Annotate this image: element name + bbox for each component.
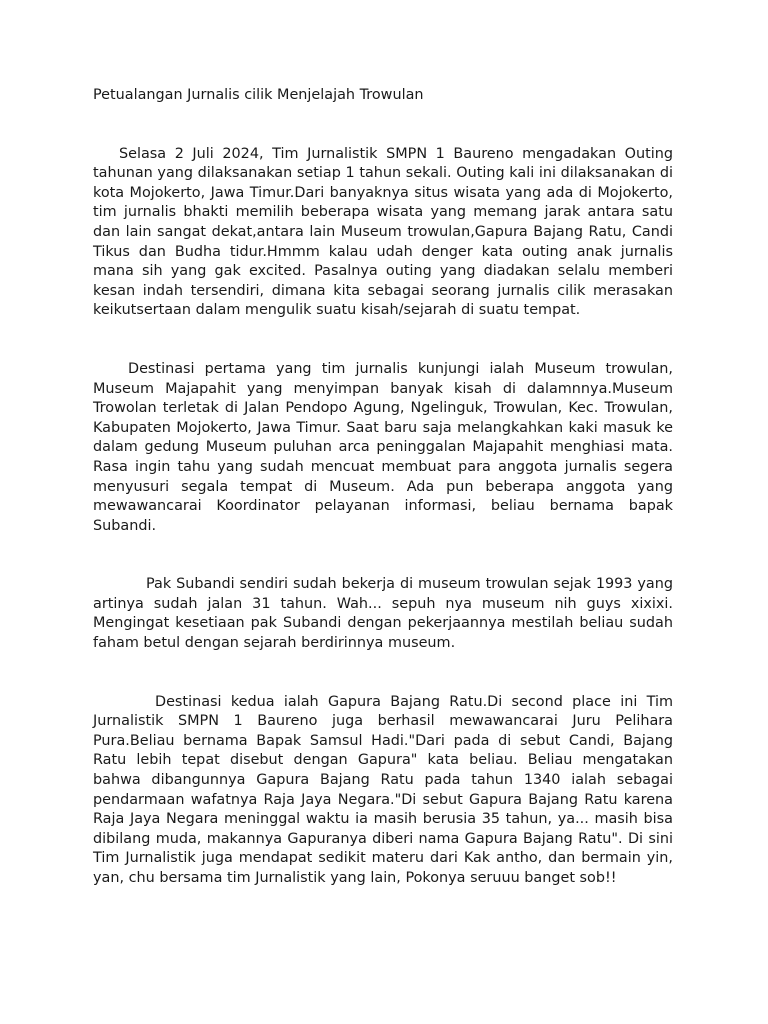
- document-page: [93, 86, 673, 889]
- paragraph-4: Destinasi kedua ialah Gapura Bajang Ratu.Di second place ini Tim Jurnalistik SMPN 1 Baureno juga berhasil mewawancarai Juru Pelihara Pura.Beliau bernama Bapak Samsul Hadi."Dari pada di sebut Candi, Bajang Ratu lebih tepat disebut dengan Gapura" kata beliau. Beliau mengatakan bahwa dibangunnya Gapura Bajang Ratu pada tahun 1340 ialah sebagai pendarmaan wafatnya Raja Jaya Negara."Di sebut Gapura Bajang Ratu karena Raja Jaya Negara meninggal waktu ia masih berusia 35 tahun, ya... masih bisa dibilang muda, makannya Gapuranya diberi nama Gapura Bajang Ratu". Di sini Tim Jurnalistik juga mendapat sedikit materu dari Kak antho, dan bermain yin, yan, chu bersama tim Jurnalistik yang lain, Pokonya seruuu banget sob!!: [93, 693, 673, 886]
- paragraph-2: Destinasi pertama yang tim jurnalis kunjungi ialah Museum trowulan, Museum Majapahit yang menyimpan banyak kisah di dalamnnya.Museum Trowolan terletak di Jalan Pendopo Agung, Ngelinguk, Trowulan, Kec. Trowulan, Kabupaten Mojokerto, Jawa Timur. Saat baru saja melangkahkan kaki masuk ke dalam gedung Museum puluhan arca peninggalan Majapahit menghiasi mata. Rasa ingin tahu yang sudah mencuat membuat para anggota jurnalis segera menyusuri segala tempat di Museum. Ada pun beberapa anggota yang mewawancarai Koordinator pelayanan informasi, beliau bernama bapak Subandi.: [93, 360, 673, 534]
- paragraph-1: Selasa 2 Juli 2024, Tim Jurnalistik SMPN 1 Baureno mengadakan Outing tahunan yang dilaksanakan setiap 1 tahun sekali. Outing kali ini dilaksanakan di kota Mojokerto, Jawa Timur.Dari banyaknya situs wisata yang ada di Mojokerto, tim jurnalis bhakti memilih beberapa wisata yang memang jarak antara satu dan lain sangat dekat,antara lain Museum trowulan,Gapura Bajang Ratu, Candi Tikus dan Budha tidur.Hmmm kalau udah denger kata outing anak jurnalis mana sih yang gak excited. Pasalnya outing yang diadakan selalu memberi kesan indah tersendiri, dimana kita sebagai seorang jurnalis cilik merasakan keikutsertaan dalam mengulik suatu kisah/sejarah di suatu tempat.: [93, 145, 673, 319]
- document-title: Petualangan Jurnalis cilik Menjelajah Trowulan: [93, 87, 424, 103]
- paragraph-3: Pak Subandi sendiri sudah bekerja di museum trowulan sejak 1993 yang artinya sudah jalan 31 tahun. Wah... sepuh nya museum nih guys xixixi. Mengingat kesetiaan pak Subandi dengan pekerjaannya mestilah beliau sudah faham betul dengan sejarah berdirinnya museum.: [93, 576, 673, 652]
